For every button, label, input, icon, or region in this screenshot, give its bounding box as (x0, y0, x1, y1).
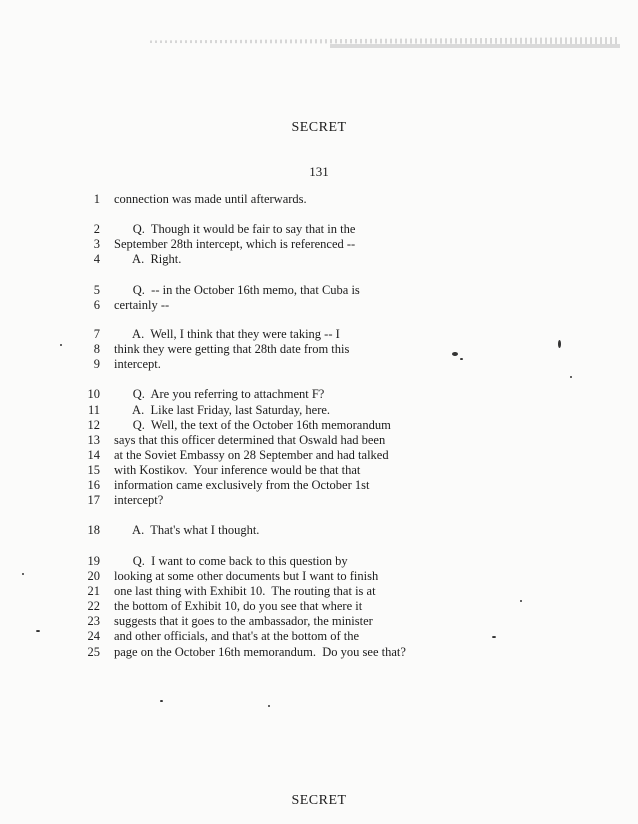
line-number: 20 (87, 569, 100, 583)
page-number: 131 (309, 164, 329, 179)
transcript-line (70, 522, 259, 538)
classification-footer: SECRET (291, 793, 347, 808)
transcript-line (70, 447, 389, 463)
scan-speck (160, 700, 163, 702)
line-number: 3 (93, 237, 100, 251)
transcript-line (70, 477, 369, 493)
transcript-line (70, 553, 348, 569)
line-number: 13 (87, 433, 100, 447)
scan-speck (22, 573, 24, 575)
transcript-line (70, 568, 378, 584)
transcript-line (70, 583, 376, 599)
transcript-line (70, 598, 362, 614)
transcript-line (70, 297, 169, 313)
transcript-line (70, 492, 163, 508)
transcript-line (70, 417, 391, 433)
line-number: 19 (87, 554, 100, 568)
line-text: Q. I want to come back to this question by (114, 554, 348, 568)
transcript-line (70, 386, 324, 402)
line-number: 14 (87, 448, 100, 462)
scan-speck (60, 344, 62, 346)
transcript-line (70, 356, 161, 372)
scan-speck (492, 636, 496, 638)
line-number: 1 (93, 192, 100, 206)
line-text: the bottom of Exhibit 10, do you see that where it (114, 599, 363, 613)
line-number: 18 (87, 523, 100, 537)
scan-speck (570, 376, 572, 378)
line-text: intercept. (114, 357, 161, 371)
transcript-line (70, 341, 349, 357)
transcript-line (70, 221, 355, 237)
line-text: one last thing with Exhibit 10. The routing that is at (114, 584, 376, 598)
scan-noise-band (330, 44, 620, 48)
scan-speck (520, 600, 522, 602)
transcript-line (70, 613, 373, 629)
line-number: 17 (87, 493, 100, 507)
line-text: A. That's what I thought. (114, 523, 260, 537)
line-text: looking at some other documents but I want to finish (114, 569, 379, 583)
transcript-line (70, 432, 385, 448)
scan-speck (36, 630, 40, 632)
line-text: certainly -- (114, 298, 170, 312)
line-number: 8 (93, 342, 100, 356)
transcript-line (70, 282, 360, 298)
line-number: 5 (93, 283, 100, 297)
transcript-line (70, 191, 307, 207)
transcript-line (70, 236, 355, 252)
line-number: 25 (87, 645, 100, 659)
transcript-line (70, 628, 359, 644)
transcript-line (70, 251, 181, 267)
classification-header: SECRET (291, 120, 347, 135)
transcript-line (70, 462, 360, 478)
line-text: Q. Though it would be fair to say that in the (114, 222, 356, 236)
line-text: and other officials, and that's at the bottom of the (114, 629, 360, 643)
line-text: September 28th intercept, which is referenced -- (114, 237, 356, 251)
line-text: says that this officer determined that Oswald had been (114, 433, 386, 447)
line-text: A. Like last Friday, last Saturday, here. (114, 403, 331, 417)
scan-speck (268, 705, 270, 707)
line-number: 9 (93, 357, 100, 371)
line-text: page on the October 16th memorandum. Do you see that? (114, 645, 406, 659)
line-text: connection was made until afterwards. (114, 192, 307, 206)
line-number: 6 (93, 298, 100, 312)
line-text: Q. -- in the October 16th memo, that Cuba is (114, 283, 360, 297)
line-text: think they were getting that 28th date from this (114, 342, 350, 356)
scan-speck (452, 352, 458, 356)
line-text: at the Soviet Embassy on 28 September and had talked (114, 448, 389, 462)
line-number: 2 (93, 222, 100, 236)
line-number: 10 (87, 387, 100, 401)
line-text: suggests that it goes to the ambassador, the minister (114, 614, 373, 628)
line-number: 22 (87, 599, 100, 613)
line-number: 11 (87, 403, 100, 417)
scan-speck (460, 358, 463, 360)
line-text: with Kostikov. Your inference would be that that (114, 463, 361, 477)
scan-speck (558, 340, 561, 348)
line-number: 23 (87, 614, 100, 628)
line-number: 4 (93, 252, 100, 266)
line-text: intercept? (114, 493, 164, 507)
line-text: A. Right. (114, 252, 182, 266)
line-number: 21 (87, 584, 100, 598)
line-text: Q. Are you referring to attachment F? (114, 387, 325, 401)
line-number: 12 (87, 418, 100, 432)
line-text: A. Well, I think that they were taking -- I (114, 327, 340, 341)
transcript-line (70, 326, 340, 342)
transcript-line (70, 402, 330, 418)
line-number: 24 (87, 629, 100, 643)
line-number: 15 (87, 463, 100, 477)
line-number: 7 (93, 327, 100, 341)
line-number: 16 (87, 478, 100, 492)
transcript-line (70, 644, 406, 660)
line-text: information came exclusively from the October 1st (114, 478, 370, 492)
line-text: Q. Well, the text of the October 16th memorandum (114, 418, 391, 432)
